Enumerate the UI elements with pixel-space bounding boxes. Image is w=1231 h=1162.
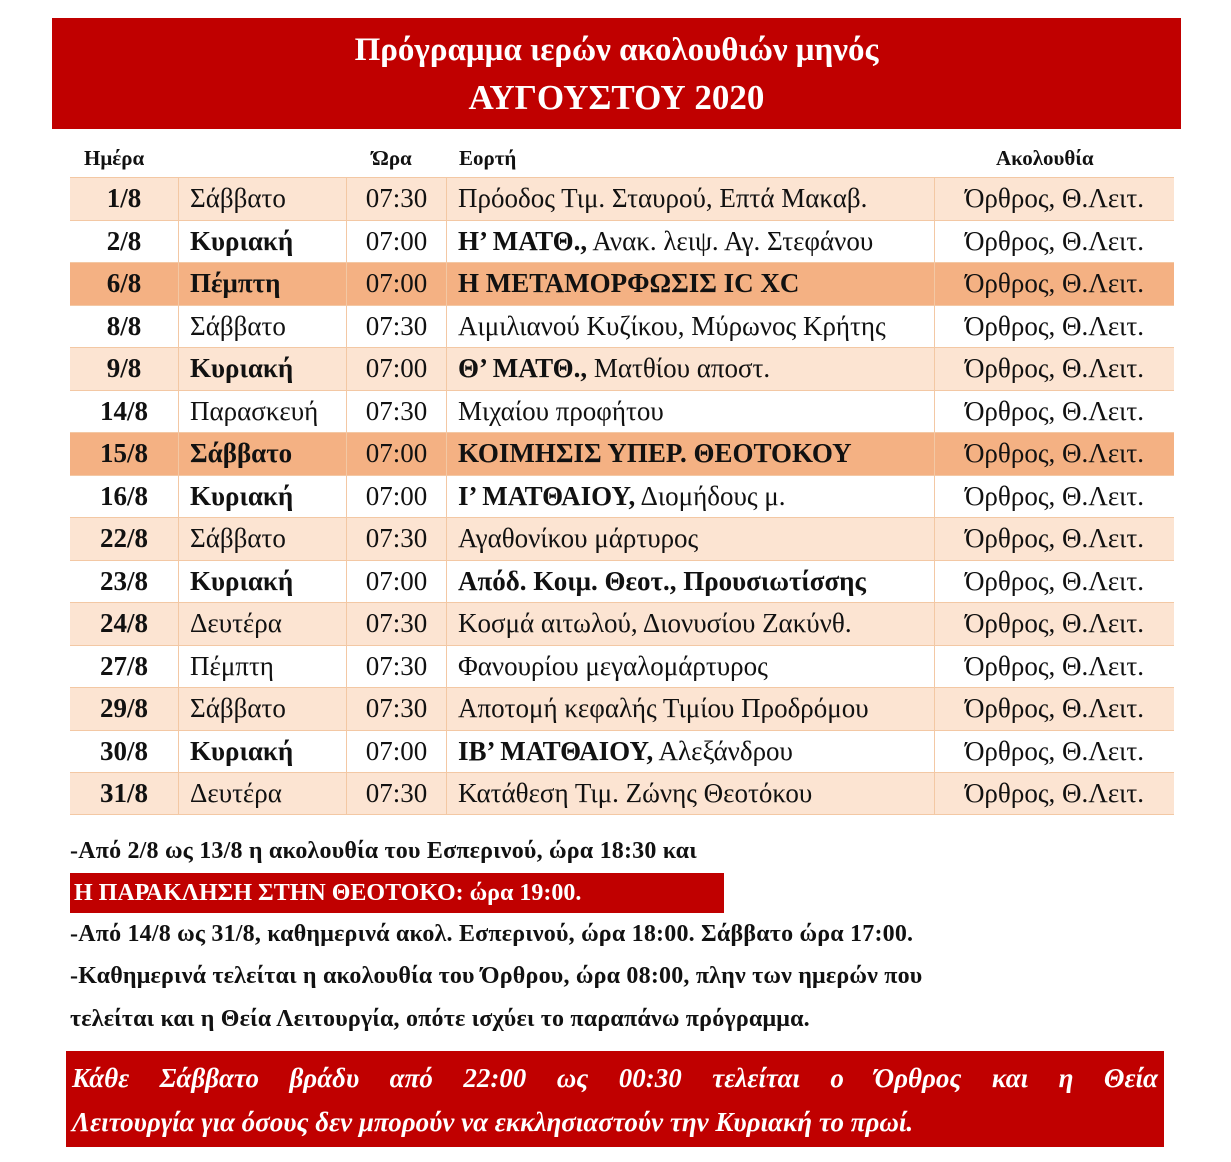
note-orthros-line-1: -Καθημερινά τελείται η ακολουθία του Όρθρου, ώρα 08:00, πλην των ημερών που bbox=[70, 963, 923, 989]
feast-text: Κατάθεση Τιμ. Ζώνης Θεοτόκου bbox=[458, 777, 813, 808]
table-row bbox=[70, 432, 1174, 475]
date-cell: 16/8 bbox=[70, 476, 179, 518]
feast-cell bbox=[447, 646, 935, 688]
date-cell: 24/8 bbox=[70, 603, 179, 645]
feast-bold-text: ΙΒ’ ΜΑΤΘΑΙΟΥ, bbox=[458, 735, 654, 766]
service-cell: Όρθρος, Θ.Λειτ. bbox=[964, 608, 1145, 639]
weekday-cell: Πέμπτη bbox=[179, 646, 347, 688]
date-cell: 14/8 bbox=[70, 391, 179, 433]
feast-text: Αποτομή κεφαλής Τιμίου Προδρόμου bbox=[458, 693, 869, 724]
table-row bbox=[70, 730, 1174, 773]
feast-cell bbox=[447, 348, 935, 390]
weekday-cell: Κυριακή bbox=[179, 561, 347, 603]
time-cell: 07:00 bbox=[347, 433, 447, 475]
note-vespers-first-half: -Από 2/8 ως 13/8 η ακολουθία του Εσπερινού, ώρα 18:30 και bbox=[70, 838, 697, 864]
table-row bbox=[70, 517, 1174, 560]
title-line-2: ΑΥΓΟΥΣΤΟΥ 2020 bbox=[468, 78, 765, 117]
feast-cell bbox=[447, 603, 935, 645]
service-cell: Όρθρος, Θ.Λειτ. bbox=[964, 268, 1145, 299]
feast-cell bbox=[447, 773, 935, 814]
time-cell: 07:00 bbox=[347, 476, 447, 518]
title-banner bbox=[52, 18, 1181, 129]
weekday-cell: Σάββατο bbox=[179, 688, 347, 730]
date-cell: 9/8 bbox=[70, 348, 179, 390]
service-cell: Όρθρος, Θ.Λειτ. bbox=[964, 777, 1145, 808]
date-cell: 31/8 bbox=[70, 773, 179, 814]
column-header-feast: Εορτή bbox=[459, 146, 517, 170]
date-cell: 2/8 bbox=[70, 221, 179, 263]
feast-cell bbox=[447, 433, 935, 475]
service-cell: Όρθρος, Θ.Λειτ. bbox=[964, 395, 1145, 426]
feast-text: Κοσμά αιτωλού, Διονυσίου Ζακύνθ. bbox=[458, 608, 852, 639]
service-cell: Όρθρος, Θ.Λειτ. bbox=[964, 565, 1145, 596]
table-row bbox=[70, 772, 1174, 815]
date-cell: 22/8 bbox=[70, 518, 179, 560]
time-cell: 07:30 bbox=[347, 306, 447, 348]
weekday-cell: Σάββατο bbox=[179, 306, 347, 348]
service-cell: Όρθρος, Θ.Λειτ. bbox=[964, 310, 1145, 341]
feast-cell bbox=[447, 476, 935, 518]
table-row bbox=[70, 220, 1174, 263]
feast-cell bbox=[447, 178, 935, 220]
time-cell: 07:00 bbox=[347, 348, 447, 390]
date-cell: 27/8 bbox=[70, 646, 179, 688]
time-cell: 07:30 bbox=[347, 603, 447, 645]
weekday-cell: Κυριακή bbox=[179, 221, 347, 263]
table-row bbox=[70, 305, 1174, 348]
feast-cell bbox=[447, 221, 935, 263]
feast-bold-text: Η’ ΜΑΤΘ., bbox=[458, 225, 588, 256]
table-row bbox=[70, 475, 1174, 518]
feast-text: Διομήδους μ. bbox=[635, 480, 786, 511]
feast-cell bbox=[447, 263, 935, 305]
service-cell: Όρθρος, Θ.Λειτ. bbox=[964, 523, 1145, 554]
feast-cell bbox=[447, 731, 935, 773]
time-cell: 07:00 bbox=[347, 263, 447, 305]
feast-text: Ματθίου αποστ. bbox=[587, 353, 771, 384]
table-row bbox=[70, 645, 1174, 688]
feast-bold-text: Ι’ ΜΑΤΘΑΙΟΥ, bbox=[458, 480, 636, 511]
table-row bbox=[70, 390, 1174, 433]
date-cell: 15/8 bbox=[70, 433, 179, 475]
service-cell: Όρθρος, Θ.Λειτ. bbox=[964, 225, 1145, 256]
date-cell: 8/8 bbox=[70, 306, 179, 348]
weekday-cell: Παρασκευή bbox=[179, 391, 347, 433]
table-row bbox=[70, 687, 1174, 730]
table-row bbox=[70, 347, 1174, 390]
weekday-cell: Δευτέρα bbox=[179, 773, 347, 814]
feast-text: Αλεξάνδρου bbox=[653, 735, 793, 766]
feast-cell bbox=[447, 688, 935, 730]
feast-bold-text: Η ΜΕΤΑΜΟΡΦΩΣΙΣ IC XC bbox=[458, 268, 800, 299]
note-orthros-line-2: τελείται και η Θεία Λειτουργία, οπότε ισχύει το παραπάνω πρόγραμμα. bbox=[70, 1006, 810, 1032]
service-cell: Όρθρος, Θ.Λειτ. bbox=[964, 693, 1145, 724]
feast-bold-text: Απόδ. Κοιμ. Θεοτ., Προυσιωτίσσης bbox=[458, 565, 866, 596]
vigil-notice-box bbox=[66, 1051, 1164, 1147]
date-cell: 30/8 bbox=[70, 731, 179, 773]
vigil-notice-line-1: Κάθε Σάββατο βράδυ από 22:00 ως 00:30 τελείται ο Όρθρος και η Θεία bbox=[72, 1063, 1158, 1093]
schedule-table bbox=[70, 177, 1174, 815]
time-cell: 07:30 bbox=[347, 646, 447, 688]
feast-text: Αιμιλιανού Κυζίκου, Μύρωνος Κρήτης bbox=[458, 310, 886, 341]
date-cell: 1/8 bbox=[70, 178, 179, 220]
table-row bbox=[70, 177, 1174, 220]
time-cell: 07:00 bbox=[347, 561, 447, 603]
note-paraklisi-highlight: Η ΠΑΡΑΚΛΗΣΗ ΣΤΗΝ ΘΕΟΤΟΚΟ: ώρα 19:00. bbox=[70, 873, 724, 913]
table-row bbox=[70, 262, 1174, 305]
column-header-service: Ακολουθία bbox=[996, 146, 1094, 170]
column-header-day: Ημέρα bbox=[84, 146, 145, 170]
service-cell: Όρθρος, Θ.Λειτ. bbox=[964, 353, 1145, 384]
date-cell: 23/8 bbox=[70, 561, 179, 603]
table-row bbox=[70, 602, 1174, 645]
time-cell: 07:30 bbox=[347, 178, 447, 220]
feast-cell bbox=[447, 518, 935, 560]
service-cell: Όρθρος, Θ.Λειτ. bbox=[964, 480, 1145, 511]
weekday-cell: Δευτέρα bbox=[179, 603, 347, 645]
vigil-notice-line-2: Λειτουργία για όσους δεν μπορούν να εκκλησιαστούν την Κυριακή το πρωί. bbox=[72, 1107, 914, 1137]
feast-text: Αγαθονίκου μάρτυρος bbox=[458, 523, 699, 554]
time-cell: 07:30 bbox=[347, 688, 447, 730]
service-cell: Όρθρος, Θ.Λειτ. bbox=[964, 650, 1145, 681]
feast-bold-text: Θ’ ΜΑΤΘ., bbox=[458, 353, 588, 384]
column-header-time: Ώρα bbox=[372, 146, 412, 170]
time-cell: 07:30 bbox=[347, 773, 447, 814]
weekday-cell: Πέμπτη bbox=[179, 263, 347, 305]
feast-text: Ανακ. λειψ. Αγ. Στεφάνου bbox=[587, 225, 874, 256]
date-cell: 29/8 bbox=[70, 688, 179, 730]
feast-text: Μιχαίου προφήτου bbox=[458, 395, 664, 426]
feast-cell bbox=[447, 391, 935, 433]
service-cell: Όρθρος, Θ.Λειτ. bbox=[964, 735, 1145, 766]
feast-text: Πρόοδος Τιμ. Σταυρού, Επτά Μακαβ. bbox=[458, 183, 868, 214]
feast-text: Φανουρίου μεγαλομάρτυρος bbox=[458, 650, 768, 681]
time-cell: 07:00 bbox=[347, 221, 447, 263]
weekday-cell: Σάββατο bbox=[179, 178, 347, 220]
weekday-cell: Κυριακή bbox=[179, 476, 347, 518]
note-vespers-second-half: -Από 14/8 ως 31/8, καθημερινά ακολ. Εσπερινού, ώρα 18:00. Σάββατο ώρα 17:00. bbox=[70, 921, 914, 947]
feast-cell bbox=[447, 306, 935, 348]
title-line-1: Πρόγραμμα ιερών ακολουθιών μηνός bbox=[354, 32, 879, 68]
weekday-cell: Σάββατο bbox=[179, 518, 347, 560]
feast-cell bbox=[447, 561, 935, 603]
weekday-cell: Σάββατο bbox=[179, 433, 347, 475]
feast-bold-text: ΚΟΙΜΗΣΙΣ ΥΠΕΡ. ΘΕΟΤΟΚΟΥ bbox=[458, 438, 852, 469]
time-cell: 07:30 bbox=[347, 518, 447, 560]
date-cell: 6/8 bbox=[70, 263, 179, 305]
service-cell: Όρθρος, Θ.Λειτ. bbox=[964, 183, 1145, 214]
time-cell: 07:00 bbox=[347, 731, 447, 773]
time-cell: 07:30 bbox=[347, 391, 447, 433]
weekday-cell: Κυριακή bbox=[179, 348, 347, 390]
table-row bbox=[70, 560, 1174, 603]
weekday-cell: Κυριακή bbox=[179, 731, 347, 773]
service-cell: Όρθρος, Θ.Λειτ. bbox=[964, 438, 1145, 469]
